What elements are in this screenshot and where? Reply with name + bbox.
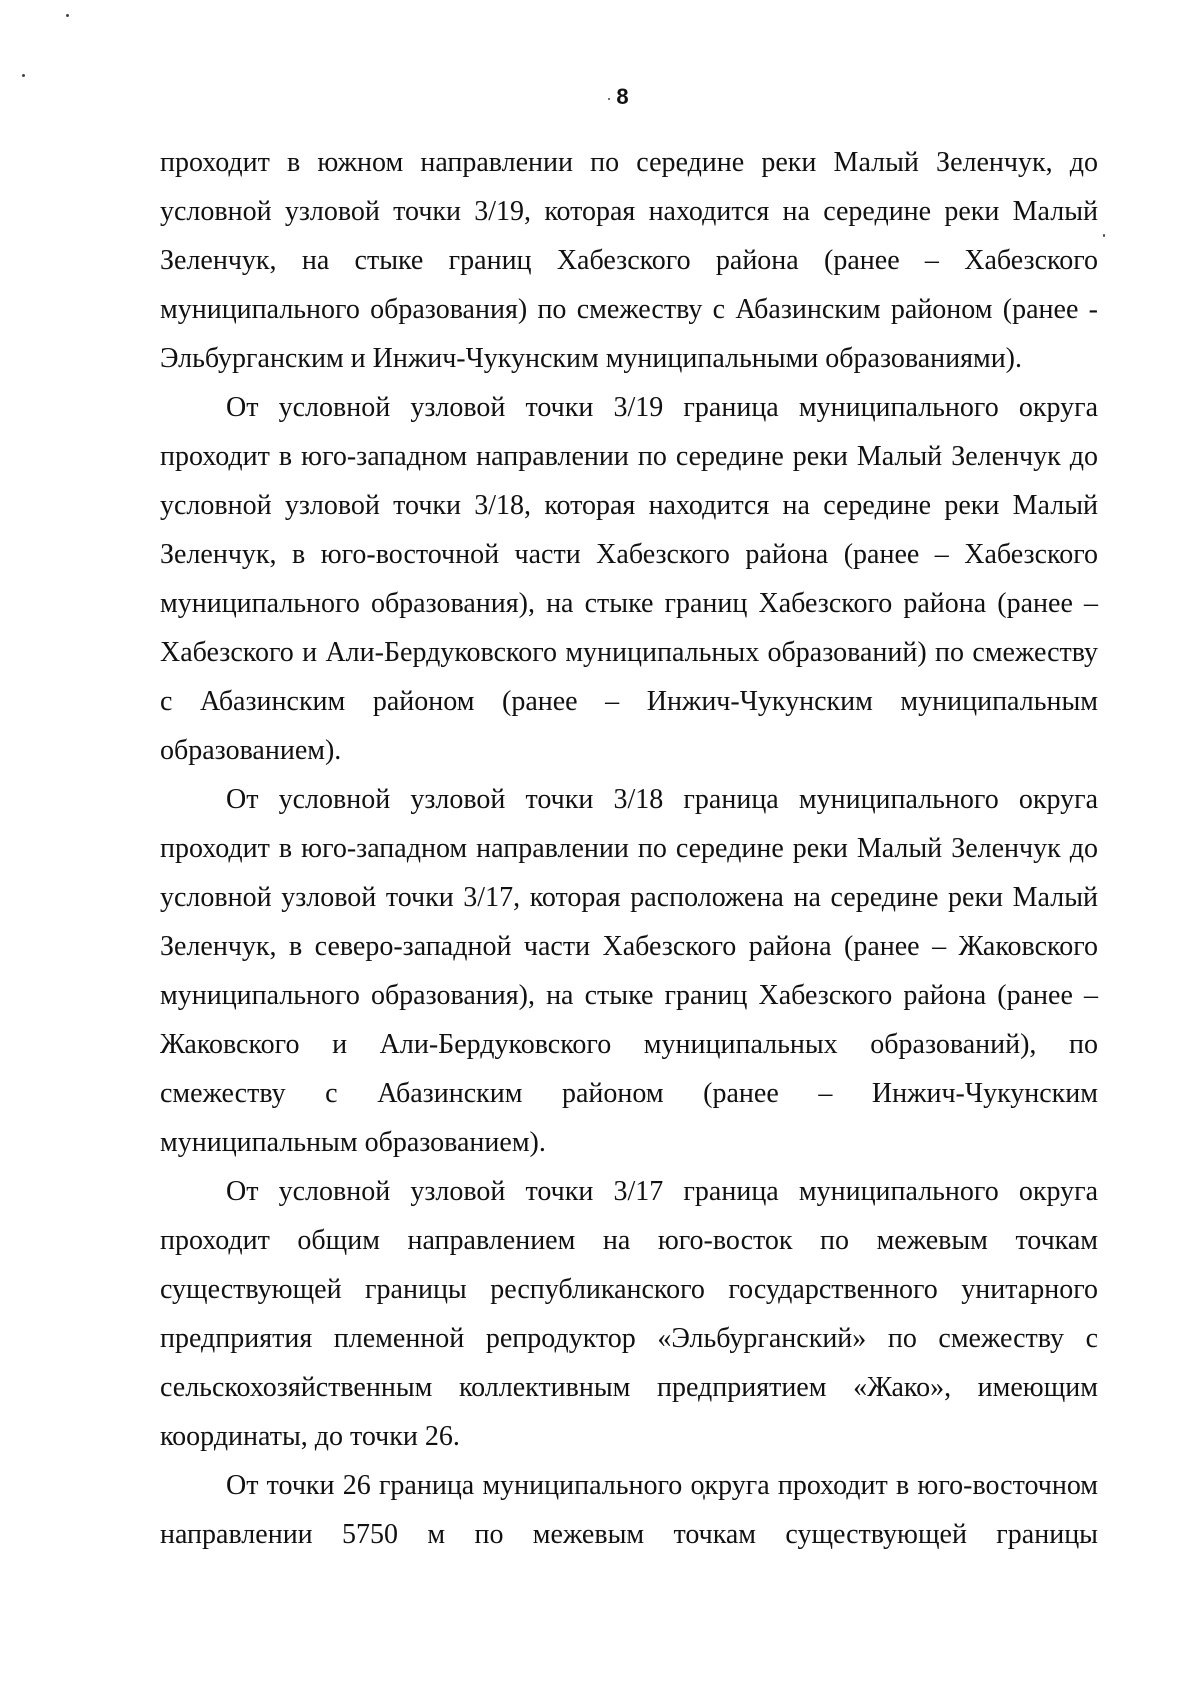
paragraph: От точки 26 граница муниципального округа проходит в юго-восточном направлении 5750 м по межевым точкам существующей границы bbox=[160, 1470, 1098, 1550]
body-text bbox=[160, 138, 1098, 1559]
scan-speck bbox=[22, 74, 25, 77]
scan-speck bbox=[66, 14, 69, 17]
page-number: 8 bbox=[616, 84, 629, 109]
paragraph: проходит в южном направлении по середине реки Малый Зеленчук, до условной узловой точки 3/19, которая находится на середине реки Малый Зеленчук, на стыке границ Хабезского района (ранее – Хабезского муниципального образования) по смежеству с Абазинским районом (ранее - Эльбурганским и Инжич-Чукунским муниципальными образованиями). bbox=[160, 147, 1098, 374]
paragraph: От условной узловой точки 3/18 граница муниципального округа проходит в юго-западном направлении по середине реки Малый Зеленчук до условной узловой точки 3/17, которая расположена на середине реки Малый Зеленчук, в северо-западной части Хабезского района (ранее – Жаковского муниципального образования), на стыке границ Хабезского района (ранее – Жаковского и Али-Бердуковского муниципальных образований), по смежеству с Абазинским районом (ранее – Инжич-Чукунским муниципальным образованием). bbox=[160, 784, 1098, 1158]
paragraph: От условной узловой точки 3/17 граница муниципального округа проходит общим направлением на юго-восток по межевым точкам существующей границы республиканского государственного унитарного предприятия племенной репродуктор «Эльбурганский» по смежеству с сельскохозяйственным коллективным предприятием «Жако», имеющим координаты, до точки 26. bbox=[160, 1176, 1098, 1452]
scan-speck bbox=[1103, 234, 1105, 237]
paragraph: От условной узловой точки 3/19 граница муниципального округа проходит в юго-западном направлении по середине реки Малый Зеленчук до условной узловой точки 3/18, которая находится на середине реки Малый Зеленчук, в юго-восточной части Хабезского района (ранее – Хабезского муниципального образования), на стыке границ Хабезского района (ранее – Хабезского и Али-Бердуковского муниципальных образований) по смежеству с Абазинским районом (ранее – Инжич-Чукунским муниципальным образованием). bbox=[160, 392, 1098, 766]
